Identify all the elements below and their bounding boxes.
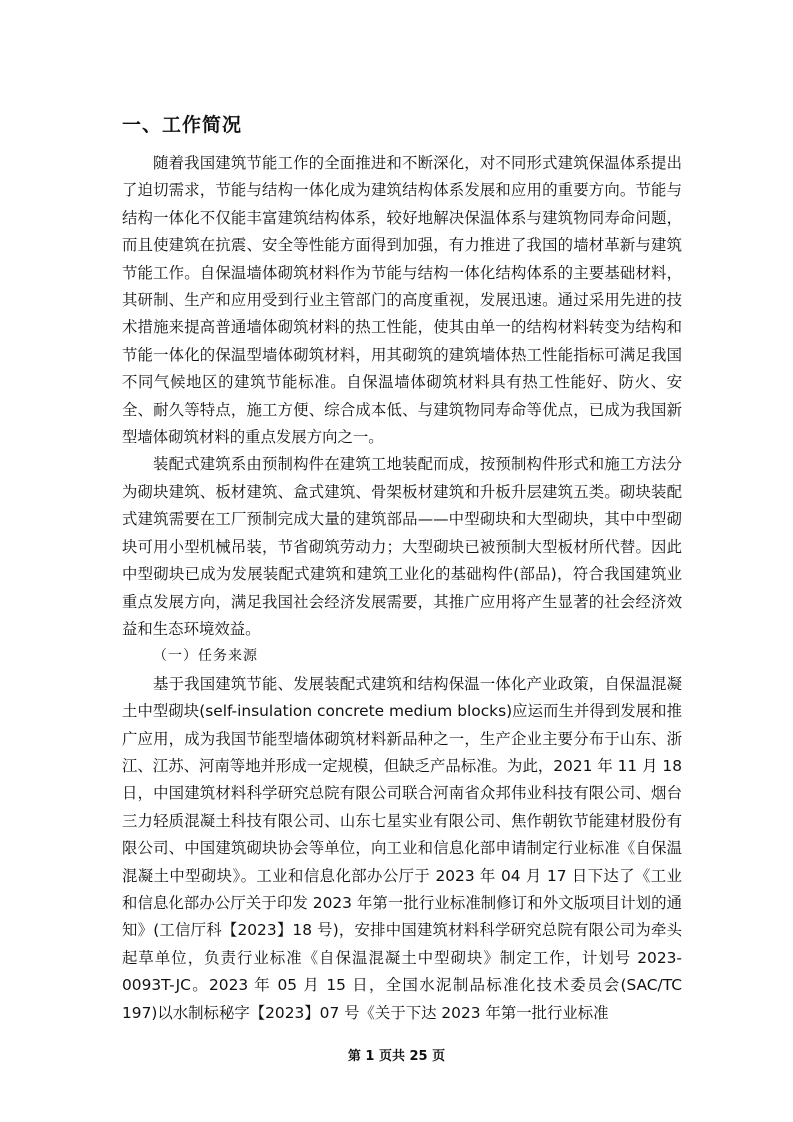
section-heading: 一、工作简况 bbox=[122, 114, 243, 136]
body-paragraph: 基于我国建筑节能、发展装配式建筑和结构保温一体化产业政策，自保温混凝土中型砌块(self-insulation concrete medium blocks)应运而生并得到发展和推广应用，成为我国节能型墙体砌筑材料新品种之一，生产企业主要分布于山东、浙江、江苏、河南等地并形成一定规模，但缺乏产品标准。为此，2021 年 11 月 18 日，中国建筑材料科学研究总院有限公司联合河南省众邦伟业科技有限公司、烟台三力轻质混凝土科技有限公司、山东七星实业有限公司、焦作朝钦节能建材股份有限公司、中国建筑砌块协会等单位，向工业和信息化部申请制定行业标准《自保温混凝土中型砌块》。工业和信息化部办公厅于 2023 年 04 月 17 日下达了《工业和信息化部办公厅关于印发 2023 年第一批行业标准制修订和外文版项目计划的通知》(工信厅科【2023】18 号)，安排中国建筑材料科学研究总院有限公司为牵头起草单位，负责行业标准《自保温混凝土中型砌块》制定工作，计划号 2023-0093T-JC。2023 年 05 月 15 日，全国水泥制品标准化技术委员会(SAC/TC 197)以水制标秘字【2023】07 号《关于下达 2023 年第一批行业标准 bbox=[122, 674, 682, 1022]
body-paragraph: 随着我国建筑节能工作的全面推进和不断深化，对不同形式建筑保温体系提出了迫切需求，节能与结构一体化成为建筑结构体系发展和应用的重要方向。节能与结构一体化不仅能丰富建筑结构体系，较好地解决保温体系与建筑物同寿命问题，而且使建筑在抗震、安全等性能方面得到加强，有力推进了我国的墙材革新与建筑节能工作。自保温墙体砌筑材料作为节能与结构一体化结构体系的主要基础材料，其研制、生产和应用受到行业主管部门的高度重视，发展迅速。通过采用先进的技术措施来提高普通墙体砌筑材料的热工性能，使其由单一的结构材料转变为结构和节能一体化的保温型墙体砌筑材料，用其砌筑的建筑墙体热工性能指标可满足我国不同气候地区的建筑节能标准。自保温墙体砌筑材料具有热工性能好、防火、安全、耐久等特点，施工方便、综合成本低、与建筑物同寿命等优点，已成为我国新型墙体砌筑材料的重点发展方向之一。 bbox=[122, 154, 682, 447]
page-footer: 第 1 页共 25 页 bbox=[347, 1049, 446, 1064]
subsection-heading: （一）任务来源 bbox=[153, 648, 258, 665]
document-body bbox=[122, 150, 682, 1027]
body-paragraph: 装配式建筑系由预制构件在建筑工地装配而成，按预制构件形式和施工方法分为砌块建筑、板材建筑、盒式建筑、骨架板材建筑和升板升层建筑五类。砌块装配式建筑需要在工厂预制完成大量的建筑部品——中型砌块和大型砌块，其中中型砌块可用小型机械吊装，节省砌筑劳动力；大型砌块已被预制大型板材所代替。因此中型砌块已成为发展装配式建筑和建筑工业化的基础构件(部品)，符合我国建筑业重点发展方向，满足我国社会经济发展需要，其推广应用将产生显著的社会经济效益和生态环境效益。 bbox=[122, 455, 682, 638]
